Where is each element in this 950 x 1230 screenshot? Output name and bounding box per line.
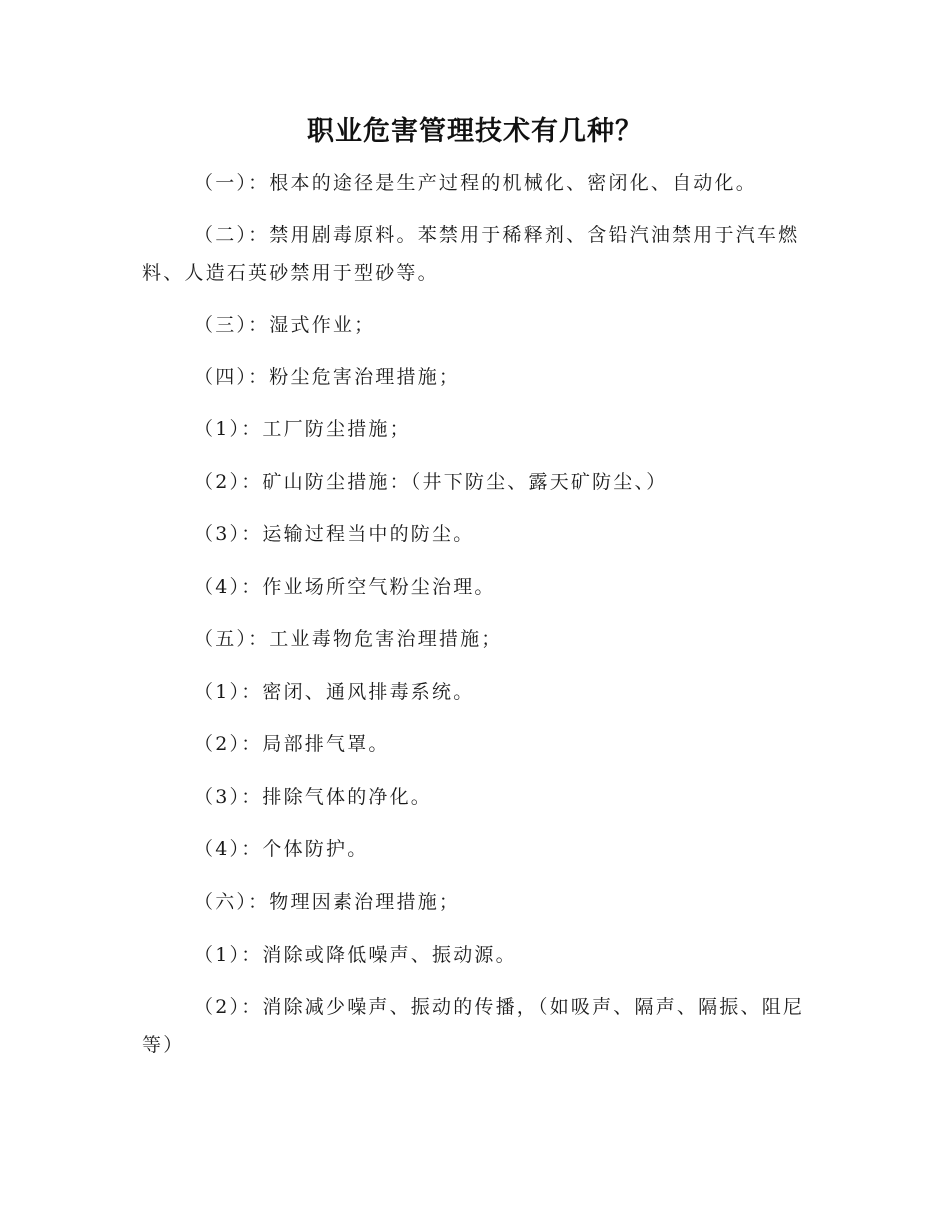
paragraph-14: （六）：物理因素治理措施； — [194, 891, 461, 913]
paragraph-2: （二）：禁用剧毒原料。苯禁用于稀释剂、含铅汽油禁用于汽车燃料、人造石英砂禁用于型砂等。 — [142, 224, 800, 284]
paragraph-3: （三）：湿式作业； — [194, 314, 376, 336]
paragraph-8: （4）：作业场所空气粉尘治理。 — [194, 576, 496, 598]
paragraph-9: （五）：工业毒物危害治理措施； — [194, 628, 503, 650]
paragraph-10: （1）：密闭、通风排毒系统。 — [194, 681, 475, 703]
paragraph-12: （3）：排除气体的净化。 — [194, 786, 432, 808]
paragraph-6: （2）：矿山防尘措施：（井下防尘、露天矿防尘、） — [194, 471, 668, 493]
paragraph-4: （四）：粉尘危害治理措施； — [194, 366, 461, 388]
paragraph-1: （一）：根本的途径是生产过程的机械化、密闭化、自动化。 — [194, 172, 757, 194]
paragraph-16: （2）：消除减少噪声、振动的传播，（如吸声、隔声、隔振、阻尼等） — [142, 996, 805, 1056]
paragraph-7: （3）：运输过程当中的防尘。 — [194, 523, 475, 545]
paragraph-5: （1）：工厂防尘措施； — [194, 418, 411, 440]
paragraph-11: （2）：局部排气罩。 — [194, 733, 390, 755]
paragraph-15: （1）：消除或降低噪声、振动源。 — [194, 944, 517, 966]
document-title: 职业危害管理技术有几种？ — [307, 116, 643, 147]
paragraph-13: （4）：个体防护。 — [194, 838, 369, 860]
